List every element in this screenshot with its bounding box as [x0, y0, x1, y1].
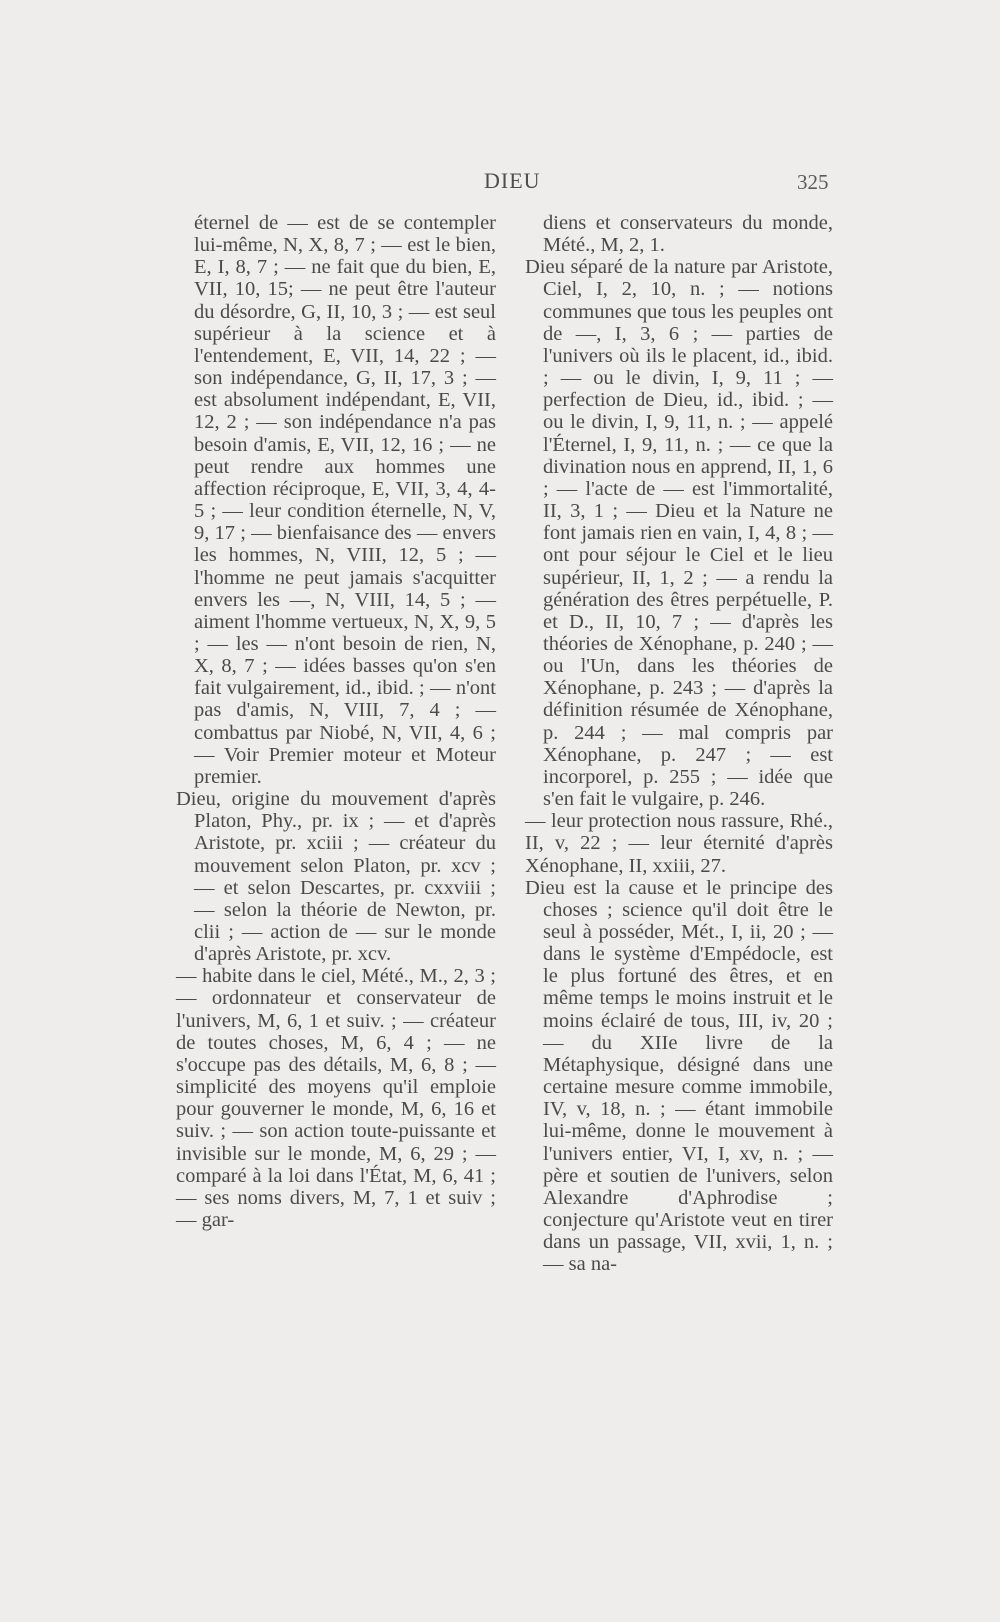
- index-entry: Dieu, origine du mouvement d'après Platon, Phy., pr. ix ; — et d'après Aristote, pr. xciii ; — créateur du mouvement selon Platon, pr. xcv ; — et selon Descartes, pr. cxxviii ; — selon la théorie de Newton, pr. clii ; — action de — sur le monde d'après Aristote, pr. xcv.: [176, 788, 496, 966]
- index-subentry: — leur protection nous rassure, Rhé., II, v, 22 ; — leur éternité d'après Xénophane, II, xxiii, 27.: [525, 810, 833, 877]
- index-entry: Dieu séparé de la nature par Aristote, Ciel, I, 2, 10, n. ; — notions communes que tous les peuples ont de —, I, 3, 6 ; — parties de l'univers où ils le placent, id., ibid. ; — ou le divin, I, 9, 11 ; — perfection de Dieu, id., ibid. ; — ou le divin, I, 9, 11, n. ; — appelé l'Éternel, I, 9, 11, n. ; — ce que la divination nous en apprend, II, 1, 6 ; — l'acte de — est l'immortalité, II, 3, 1 ; — Dieu et la Nature ne font jamais rien en vain, I, 4, 8 ; — ont pour séjour le Ciel et le lieu supérieur, II, 1, 2 ; — a rendu la génération des êtres perpétuelle, P. et D., II, 10, 7 ; — d'après les théories de Xénophane, p. 240 ; — ou l'Un, dans les théories de Xénophane, p. 243 ; — d'après la définition résumée de Xénophane, p. 244 ; — mal compris par Xénophane, p. 247 ; — est incorporel, p. 255 ; — idée que s'en fait le vulgaire, p. 246.: [525, 256, 833, 811]
- right-column: [525, 212, 833, 1276]
- index-entry-continuation: diens et conservateurs du monde, Mété., M, 2, 1.: [543, 212, 833, 257]
- left-column: [176, 212, 496, 1231]
- index-entry-continuation: éternel de — est de se contempler lui-même, N, X, 8, 7 ; — est le bien, E, I, 8, 7 ; — ne fait que du bien, E, VII, 10, 15; — ne peut être l'auteur du désordre, G, II, 10, 3 ; — est seul supérieur à la science et à l'entendement, E, VII, 14, 22 ; — son indépendance, G, II, 17, 3 ; — est absolument indépendant, E, VII, 12, 2 ; — son indépendance n'a pas besoin d'amis, E, VII, 12, 16 ; — ne peut rendre aux hommes une affection réciproque, E, VII, 3, 4, 4-5 ; — leur condition éternelle, N, V, 9, 17 ; — bienfaisance des — envers les hommes, N, VIII, 12, 5 ; — l'homme ne peut jamais s'acquitter envers les —, N, VIII, 14, 5 ; — aiment l'homme vertueux, N, X, 9, 5 ; — les — n'ont besoin de rien, N, X, 8, 7 ; — idées basses qu'on s'en fait vulgairement, id., ibid. ; — n'ont pas d'amis, N, VIII, 7, 4 ; — combattus par Niobé, N, VII, 4, 6 ; — Voir Premier moteur et Moteur premier.: [194, 212, 496, 788]
- running-head: DIEU: [484, 168, 541, 193]
- index-subentry: — habite dans le ciel, Mété., M., 2, 3 ; — ordonnateur et conservateur de l'univers, M, 6, 1 et suiv. ; — créateur de toutes choses, M, 6, 4 ; — ne s'occupe pas des détails, M, 6, 8 ; — simplicité des moyens qu'il emploie pour gouverner le monde, M, 6, 16 et suiv. ; — son action toute-puissante et invisible sur le monde, M, 6, 29 ; — comparé à la loi dans l'État, M, 6, 41 ; — ses noms divers, M, 7, 1 et suiv ; — gar-: [176, 965, 496, 1232]
- page-number: 325: [797, 170, 829, 194]
- index-entry: Dieu est la cause et le principe des choses ; science qu'il doit être le seul à posséder, Mét., I, ii, 20 ; — dans le système d'Empédocle, est le plus fortuné des êtres, et en même temps le moins instruit et le moins éclairé de tous, III, iv, 20 ; — du XIIe livre de la Métaphysique, désigné dans une certaine mesure comme immobile, IV, v, 18, n. ; — étant immobile lui-même, donne le mouvement à l'univers entier, VI, I, xv, n. ; — père et soutien de l'univers, selon Alexandre d'Aphrodise ; conjecture qu'Aristote veut en tirer dans un passage, VII, xvii, 1, n. ; — sa na-: [525, 876, 833, 1276]
